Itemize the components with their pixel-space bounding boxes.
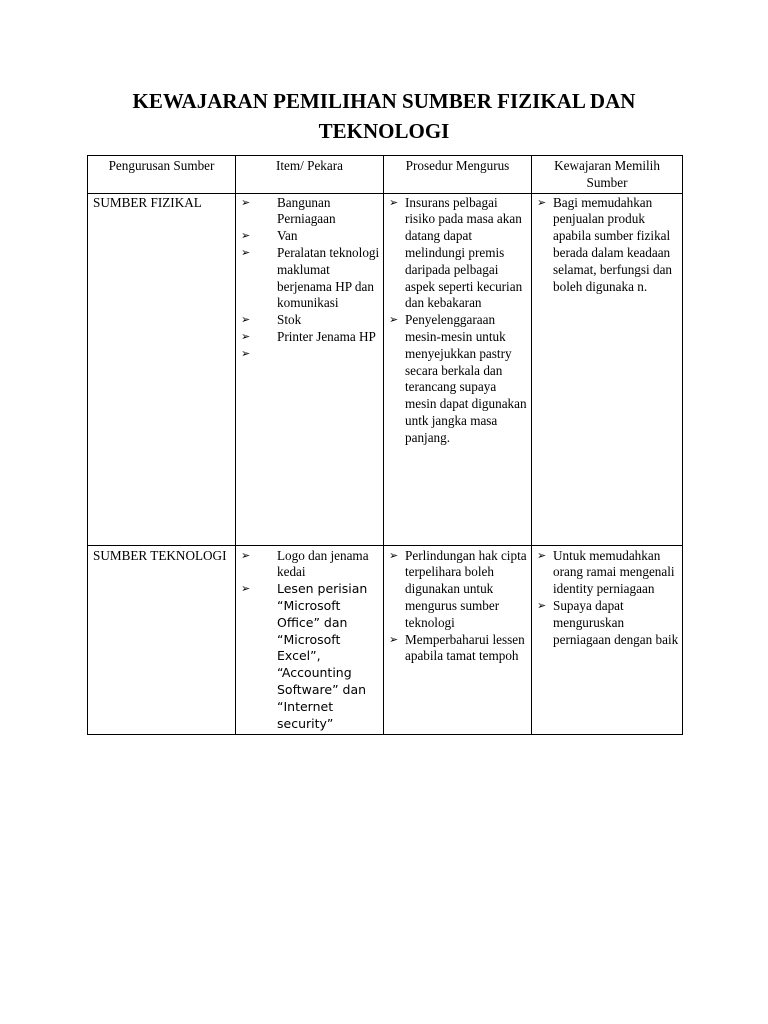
- table-row: [88, 193, 683, 545]
- table-header-row: [88, 156, 683, 194]
- arrow-bullet-icon: ➢: [241, 245, 251, 259]
- table-row: [88, 545, 683, 735]
- list-item: ➢ Bagi memudahkan penjualan produk apabila sumber fizikal berada dalam keadaan selamat, berfungsi dan boleh digunaka n.: [537, 194, 673, 294]
- list-item: [241, 346, 380, 363]
- justification-cell: [532, 545, 683, 735]
- list-item: ➢ Untuk memudahkan orang ramai mengenali identity perniagaan: [537, 547, 675, 597]
- arrow-bullet-icon: ➢: [241, 195, 251, 209]
- list-item: ➢ Penyelenggaraan mesin-mesin untuk menyejukkan pastry secara berkala dan terancang supaya mesin dapat digunakan untk jangka masa panjang.: [389, 312, 527, 445]
- arrow-bullet-icon: ➢: [241, 329, 251, 343]
- procedures-cell: [384, 545, 532, 735]
- list-item: ➢ Supaya dapat menguruskan perniagaan dengan baik: [537, 597, 679, 647]
- list-item: ➢ Printer Jenama HP: [241, 328, 376, 344]
- arrow-bullet-icon: ➢: [241, 346, 251, 360]
- category-cell: SUMBER FIZIKAL: [88, 193, 236, 545]
- items-cell: [236, 545, 384, 735]
- items-cell: [236, 193, 384, 545]
- arrow-bullet-icon: ➢: [389, 195, 399, 209]
- arrow-bullet-icon: ➢: [537, 195, 547, 209]
- list-item: ➢ Bangunan Perniagaan: [241, 194, 336, 227]
- arrow-bullet-icon: ➢: [389, 313, 399, 327]
- arrow-bullet-icon: ➢: [241, 548, 251, 562]
- procedures-cell: [384, 193, 532, 545]
- arrow-bullet-icon: ➢: [537, 598, 547, 612]
- list-item: ➢ Insurans pelbagai risiko pada masa akan datang dapat melindungi premis daripada pelbagai aspek seperti kecurian dan kebakaran: [389, 194, 523, 311]
- justification-cell: [532, 193, 683, 545]
- arrow-bullet-icon: ➢: [241, 582, 251, 596]
- resource-table: [87, 155, 683, 735]
- header-pengurusan-sumber: Pengurusan Sumber: [88, 156, 236, 194]
- header-prosedur-mengurus: Prosedur Mengurus: [384, 156, 532, 194]
- list-item: ➢ Peralatan teknologi maklumat berjenama HP dan komunikasi: [241, 244, 380, 311]
- arrow-bullet-icon: ➢: [389, 632, 399, 646]
- arrow-bullet-icon: ➢: [389, 548, 399, 562]
- category-cell: SUMBER TEKNOLOGI: [88, 545, 236, 735]
- list-item: ➢ Logo dan jenama kedai: [241, 547, 369, 580]
- arrow-bullet-icon: ➢: [537, 548, 547, 562]
- header-kewajaran-memilih-sumber: Kewajaran Memilih Sumber: [532, 156, 683, 194]
- header-item-pekara: Item/ Pekara: [236, 156, 384, 194]
- list-item: ➢ Memperbaharui lessen apabila tamat tempoh: [389, 631, 525, 664]
- arrow-bullet-icon: ➢: [241, 313, 251, 327]
- list-item: ➢ Stok: [241, 312, 302, 328]
- list-item: ➢ Van: [241, 228, 298, 244]
- list-item: ➢ Perlindungan hak cipta terpelihara boleh digunakan untuk mengurus sumber teknologi: [389, 547, 527, 630]
- list-item: ➢ Lesen perisian “Microsoft Office” dan “Microsoft Excel”, “Accounting Software” dan “Internet security”: [241, 581, 368, 731]
- arrow-bullet-icon: ➢: [241, 229, 251, 243]
- page-title: KEWAJARAN PEMILIHAN SUMBER FIZIKAL DAN TEKNOLOGI: [132, 89, 636, 143]
